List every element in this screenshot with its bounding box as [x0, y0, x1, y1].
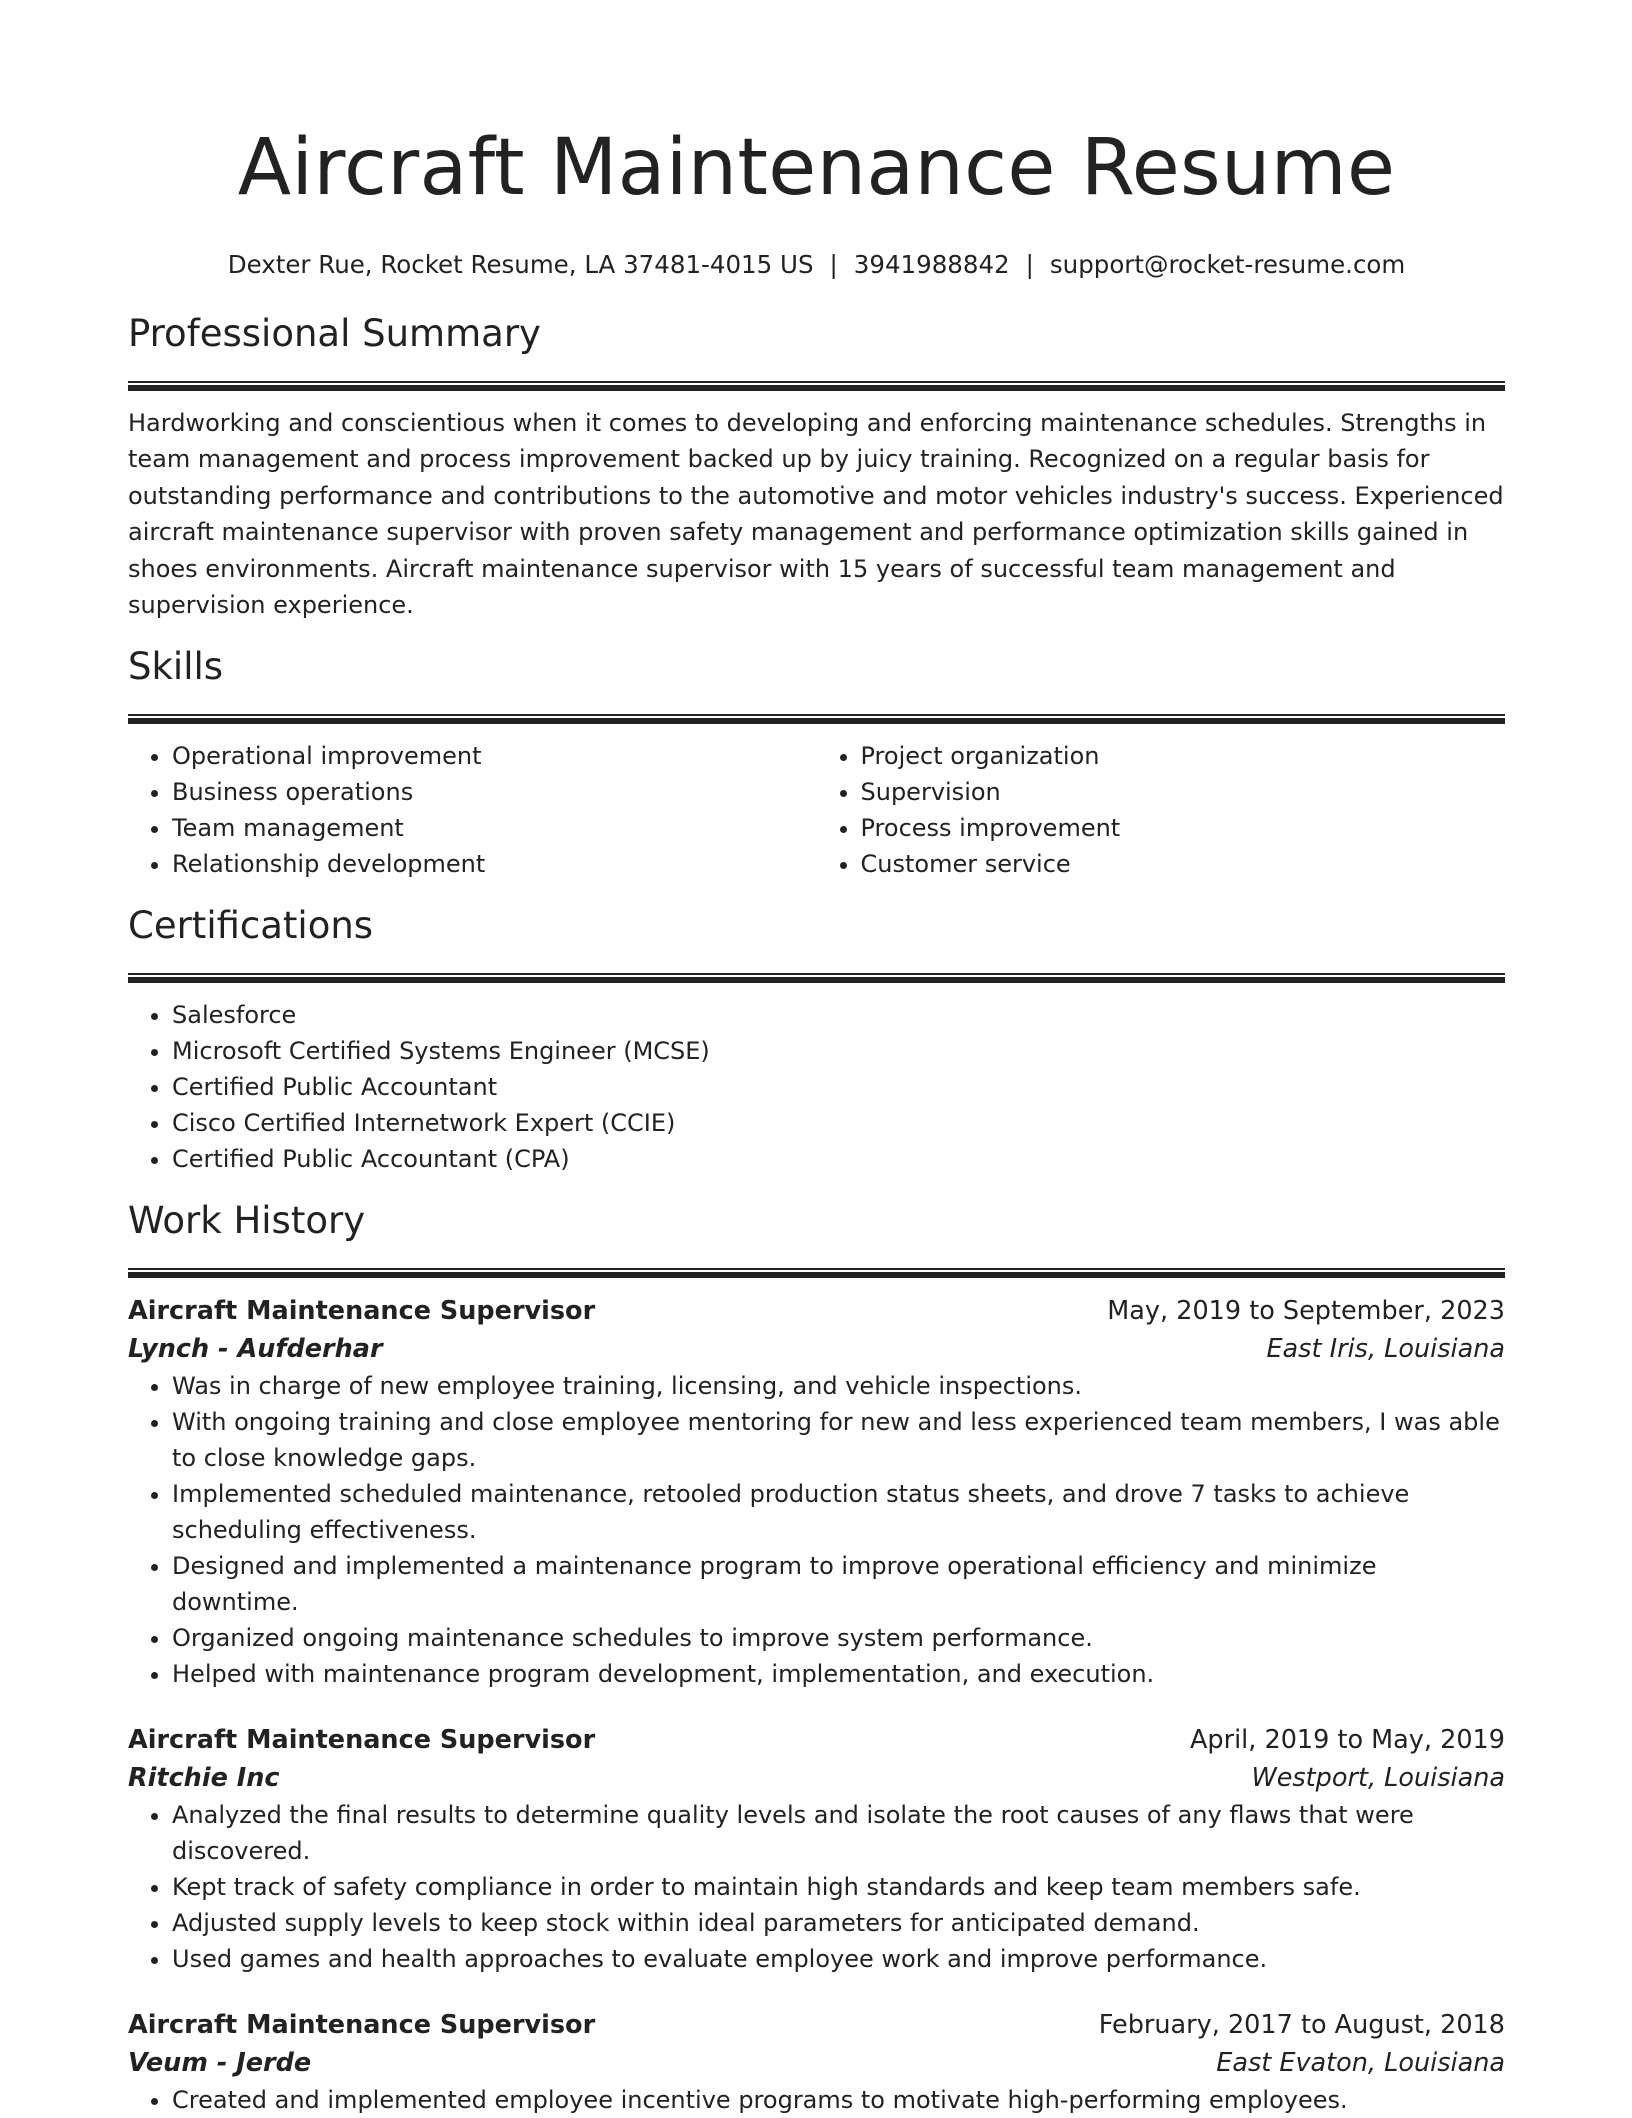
job-location: East Evaton, Louisiana — [1216, 2048, 1505, 2079]
job-subheader-row — [128, 1330, 1505, 1368]
certification-item: • Cisco Certified Internetwork Expert (CCIE) — [172, 1105, 1505, 1141]
job-dates: May, 2019 to September, 2023 — [1107, 1296, 1505, 1327]
job-title: Aircraft Maintenance Supervisor — [128, 2010, 596, 2041]
certifications-list — [128, 997, 1505, 1177]
section-divider — [128, 1268, 1505, 1278]
job-dates: April, 2019 to May, 2019 — [1189, 1725, 1505, 1756]
contact-phone: 3941988842 — [853, 250, 1010, 279]
job-entry — [128, 1292, 1505, 1692]
work-history-section — [128, 1196, 1505, 2118]
job-company: Veum - Jerde — [128, 2048, 312, 2079]
job-company: Ritchie Inc — [128, 1763, 280, 1794]
job-dates: February, 2017 to August, 2018 — [1098, 2010, 1505, 2041]
job-bullets — [128, 2082, 1505, 2118]
skill-item: • Project organization — [861, 738, 1506, 774]
job-bullet: • Analyzed the final results to determine quality levels and isolate the root causes of any flaws that were discovered. — [172, 1797, 1505, 1869]
job-bullet: • With ongoing training and close employee mentoring for new and less experienced team members, I was able to close knowledge gaps. — [172, 1404, 1505, 1476]
job-company: Lynch - Aufderhar — [128, 1334, 383, 1365]
job-bullet: • Adjusted supply levels to keep stock within ideal parameters for anticipated demand. — [172, 1905, 1505, 1941]
skills-heading: Skills — [128, 645, 224, 689]
job-bullet: • Kept track of safety compliance in order to maintain high standards and keep team members safe. — [172, 1869, 1505, 1905]
contact-separator: | — [1025, 250, 1034, 279]
certification-item: • Certified Public Accountant — [172, 1069, 1505, 1105]
job-entry — [128, 2006, 1505, 2118]
contact-separator: | — [829, 250, 838, 279]
job-location: Westport, Louisiana — [1251, 1763, 1505, 1794]
certification-item: • Salesforce — [172, 997, 1505, 1033]
contact-line — [128, 248, 1505, 282]
job-location: East Iris, Louisiana — [1266, 1334, 1505, 1365]
certifications-heading: Certifications — [128, 904, 374, 948]
skill-item: • Process improvement — [861, 810, 1506, 846]
job-bullet: • Helped with maintenance program development, implementation, and execution. — [172, 1656, 1505, 1692]
job-subheader-row — [128, 2044, 1505, 2082]
section-divider — [128, 714, 1505, 724]
summary-text: Hardworking and conscientious when it comes to developing and enforcing maintenance schedules. Strengths in team management and process improvement backed up by juicy training. Recognized on a regular basis for outstanding performance and contributions to the automotive and motor vehicles industry's success. Experienced aircraft maintenance supervisor with proven safety management and performance optimization skills gained in shoes environments. Aircraft maintenance supervisor with 15 years of successful team management and supervision experience. — [128, 409, 1504, 620]
contact-email: support@rocket-resume.com — [1049, 250, 1406, 279]
job-bullets — [128, 1797, 1505, 1977]
job-subheader-row — [128, 1759, 1505, 1797]
resume-title: Aircraft Maintenance Resume — [237, 123, 1396, 213]
skill-item: • Relationship development — [172, 846, 817, 882]
skill-item: • Business operations — [172, 774, 817, 810]
job-header-row — [128, 1721, 1505, 1759]
resume-page — [128, 0, 1505, 2118]
section-divider — [128, 381, 1505, 391]
job-header-row — [128, 1292, 1505, 1330]
job-header-row — [128, 2006, 1505, 2044]
job-title: Aircraft Maintenance Supervisor — [128, 1296, 596, 1327]
job-bullet: • Created and implemented employee incentive programs to motivate high-performing employees. — [172, 2082, 1505, 2118]
skills-grid — [128, 738, 1505, 882]
job-bullet: • Implemented scheduled maintenance, retooled production status sheets, and drove 7 tasks to achieve scheduling effectiveness. — [172, 1476, 1505, 1548]
summary-section — [128, 309, 1505, 623]
skill-item: • Supervision — [861, 774, 1506, 810]
job-bullet: • Was in charge of new employee training, licensing, and vehicle inspections. — [172, 1368, 1505, 1404]
certification-item: • Certified Public Accountant (CPA) — [172, 1141, 1505, 1177]
section-divider — [128, 973, 1505, 983]
skill-item: • Customer service — [861, 846, 1506, 882]
job-title: Aircraft Maintenance Supervisor — [128, 1725, 596, 1756]
certifications-section — [128, 901, 1505, 1177]
contact-address: Dexter Rue, Rocket Resume, LA 37481-4015 US — [227, 250, 814, 279]
skills-list-right — [817, 738, 1506, 882]
job-entry — [128, 1721, 1505, 1977]
work-history-heading: Work History — [128, 1199, 366, 1243]
job-bullets — [128, 1368, 1505, 1692]
job-bullet: • Designed and implemented a maintenance program to improve operational efficiency and minimize downtime. — [172, 1548, 1505, 1620]
skill-item: • Operational improvement — [172, 738, 817, 774]
skills-list-left — [128, 738, 817, 882]
certification-item: • Microsoft Certified Systems Engineer (MCSE) — [172, 1033, 1505, 1069]
job-bullet: • Organized ongoing maintenance schedules to improve system performance. — [172, 1620, 1505, 1656]
skills-section — [128, 642, 1505, 882]
summary-heading: Professional Summary — [128, 312, 541, 355]
job-bullet: • Used games and health approaches to evaluate employee work and improve performance. — [172, 1941, 1505, 1977]
skill-item: • Team management — [172, 810, 817, 846]
